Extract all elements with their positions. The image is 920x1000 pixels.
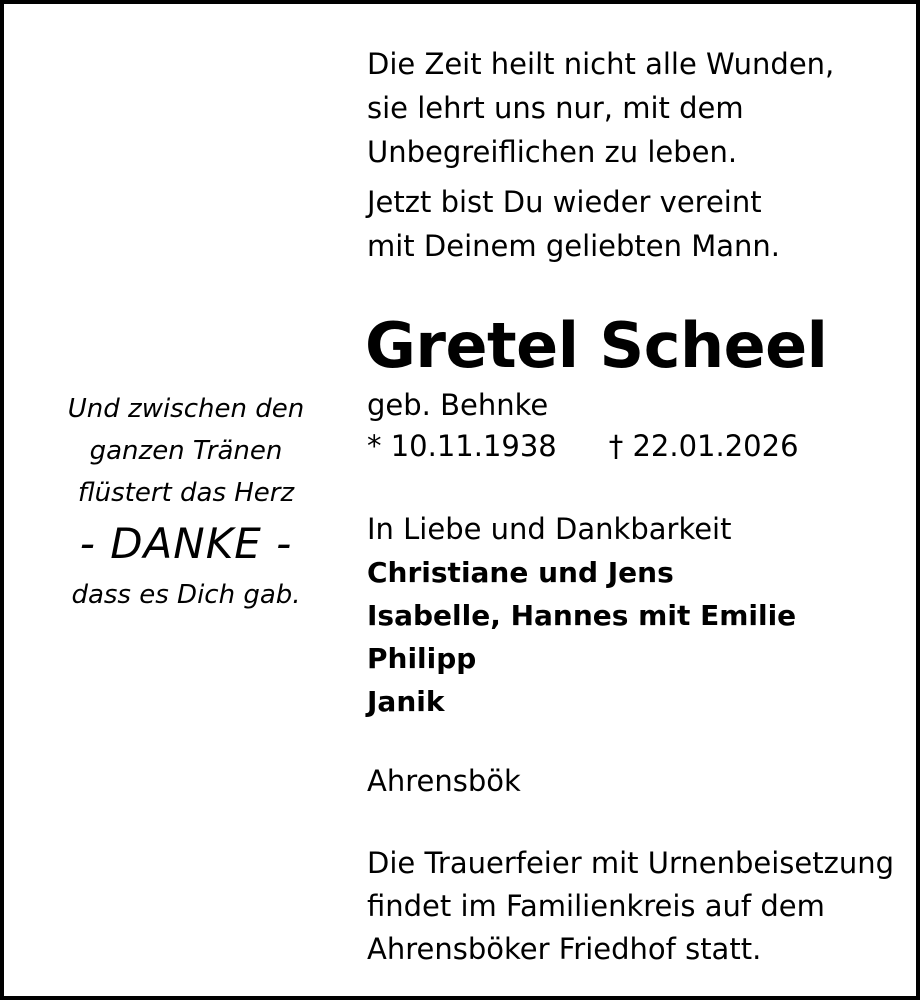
mourner-name: Philipp [367,642,477,675]
quote-line: Die Zeit heilt nicht alle Wunden, [367,47,835,81]
birth-date: * 10.11.1938 [367,429,557,463]
quote-line: Unbegreiflichen zu leben. [367,135,738,169]
birth-name: geb. Behnke [367,388,549,422]
poem-line: Und zwischen den [67,394,305,424]
poem-line: ganzen Tränen [89,436,283,466]
life-dates [367,425,799,467]
mourners-intro: In Liebe und Dankbarkeit [367,512,732,546]
deceased-name: Gretel Scheel [365,309,828,382]
mourner-name: Isabelle, Hannes mit Emilie [367,599,797,632]
mourners-list [367,551,796,723]
side-poem [36,388,336,616]
quote-line: mit Deinem geliebten Mann. [367,229,781,263]
poem-emphasis: - DANKE - [79,519,293,568]
mourner-name: Christiane und Jens [367,556,674,589]
quote-line: sie lehrt uns nur, mit dem [367,91,744,125]
opening-quote [367,42,834,174]
death-date: † 22.01.2026 [608,429,799,463]
notice-line: Die Trauerfeier mit Urnenbeisetzung [367,846,894,880]
quote-line: Jetzt bist Du wieder vereint [367,185,762,219]
poem-line: flüstert das Herz [77,478,295,508]
place: Ahrensbök [367,764,521,798]
reunion-quote [367,180,780,268]
mourner-name: Janik [367,685,445,718]
poem-line: dass es Dich gab. [71,580,301,610]
notice-line: Ahrensböker Friedhof statt. [367,932,762,966]
funeral-notice [367,842,894,971]
notice-line: findet im Familienkreis auf dem [367,889,825,923]
